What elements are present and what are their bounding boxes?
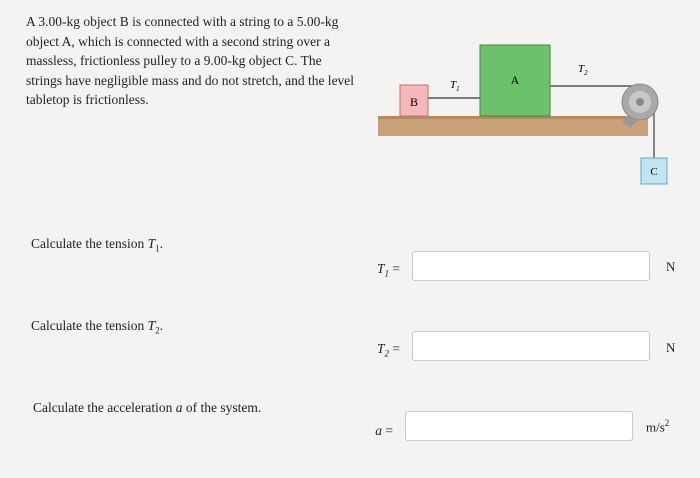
tension-1-input[interactable]	[412, 251, 650, 281]
answer-label-t1: $T_1$ =	[376, 261, 400, 279]
block-b-label: B	[409, 95, 419, 109]
answer-label-a: a =	[375, 423, 393, 438]
unit-newtons-1: N	[666, 259, 676, 274]
answer-label-t2: $T_2$ =	[376, 341, 400, 359]
block-c-label: C	[650, 166, 658, 178]
tension-1-label: $T_1$	[450, 79, 460, 93]
block-a-label: A	[510, 73, 520, 87]
acceleration-input[interactable]	[405, 411, 633, 441]
question-tension-1: Calculate the tension $T_1$.	[31, 236, 163, 254]
tension-2-input[interactable]	[412, 331, 650, 361]
unit-newtons-2: N	[666, 340, 676, 355]
question-tension-2: Calculate the tension $T_2$.	[31, 318, 163, 336]
unit-meters-per-second-squared: $m/s^2$	[646, 418, 670, 435]
pulley-diagram	[360, 30, 690, 190]
problem-statement: A 3.00-kg object B is connected with a string to a 5.00-kg object A, which is connected with a second string over a massless, frictionless pulley to a 9.00-kg object C. The strings have negligible mass and do not stretch, and the level tabletop is frictionless.	[26, 14, 355, 107]
question-acceleration: Calculate the acceleration a of the system.	[33, 400, 262, 415]
tension-2-label: $T_2$	[578, 63, 588, 77]
